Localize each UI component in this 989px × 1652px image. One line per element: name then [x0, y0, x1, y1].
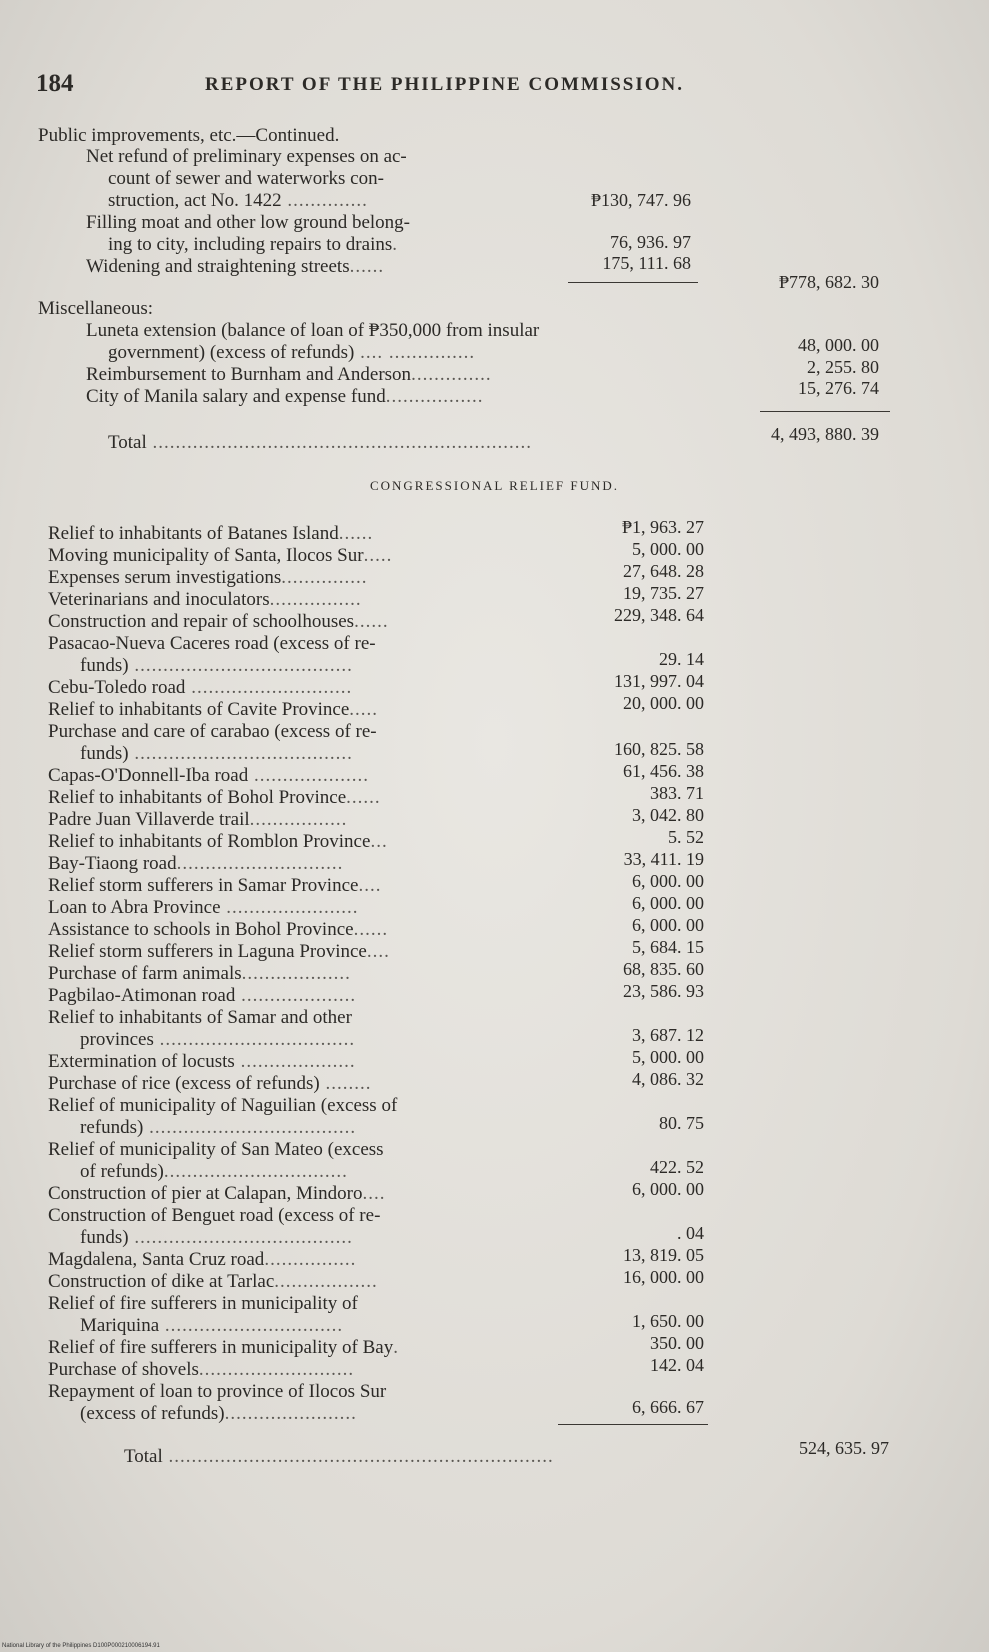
total1-rule [760, 411, 890, 412]
relief-line: Relief of municipality of San Mateo (excess [48, 1139, 384, 1160]
relief-line: Relief of municipality of Naguilian (excess of [48, 1095, 398, 1116]
relief-line: Mariquina ............................... [80, 1315, 344, 1336]
relief-line: funds) ...................................... [80, 1227, 353, 1248]
relief-line: Relief to inhabitants of Cavite Province..... [48, 699, 379, 720]
relief-line: Veterinarians and inoculators................ [48, 589, 362, 610]
relief-line: Assistance to schools in Bohol Province...... [48, 919, 389, 940]
relief-line: Relief of fire sufferers in municipality of Bay. [48, 1337, 399, 1358]
relief-amount: 16, 000. 00 [623, 1267, 704, 1287]
relief-line: Moving municipality of Santa, Ilocos Sur..... [48, 545, 393, 566]
relief-line: Purchase of shovels........................... [48, 1359, 355, 1380]
public-item1-line1: Net refund of preliminary expenses on ac- [86, 146, 407, 167]
relief-amount: . 04 [677, 1223, 704, 1243]
misc-item1-line2: government) (excess of refunds) .... ............... [108, 342, 476, 363]
misc-heading: Miscellaneous: [38, 298, 154, 319]
relief-line: Purchase of farm animals................... [48, 963, 351, 984]
scan-footer: National Library of the Philippines D100P000210006194.91 [2, 1643, 160, 1649]
public-item2-line2: ing to city, including repairs to drains. [108, 234, 398, 255]
public-item3-amount: 175, 111. 68 [602, 253, 691, 273]
relief-line: Construction of dike at Tarlac.................. [48, 1271, 378, 1292]
relief-line: Cebu-Toledo road ............................ [48, 677, 353, 698]
relief-line: Relief to inhabitants of Romblon Province... [48, 831, 388, 852]
total2-amount: 524, 635. 97 [799, 1438, 889, 1458]
relief-amount: 6, 000. 00 [632, 871, 704, 891]
relief-line: Capas-O'Donnell-Iba road .................... [48, 765, 369, 786]
relief-line: Purchase and care of carabao (excess of re- [48, 721, 377, 742]
relief-amount: 6, 000. 00 [632, 893, 704, 913]
relief-line: Purchase of rice (excess of refunds) ........ [48, 1073, 372, 1094]
relief-line: Construction and repair of schoolhouses...... [48, 611, 389, 632]
relief-line: Pagbilao-Atimonan road .................... [48, 985, 357, 1006]
relief-line: Construction of pier at Calapan, Mindoro.... [48, 1183, 386, 1204]
relief-amount: 33, 411. 19 [623, 849, 704, 869]
public-item3-line1: Widening and straightening streets...... [86, 256, 385, 277]
relief-line: Construction of Benguet road (excess of re- [48, 1205, 381, 1226]
relief-amount: 229, 348. 64 [614, 605, 704, 625]
relief-line: funds) ...................................... [80, 655, 353, 676]
relief-amount: 19, 735. 27 [623, 583, 704, 603]
relief-amount: 5. 52 [668, 827, 704, 847]
misc-item3-line1: City of Manila salary and expense fund................. [86, 386, 484, 407]
relief-line: Bay-Tiaong road............................. [48, 853, 344, 874]
relief-amount: 1, 650. 00 [632, 1311, 704, 1331]
page-number: 184 [36, 70, 74, 97]
relief-amount: 422. 52 [650, 1157, 704, 1177]
relief-amount: 20, 000. 00 [623, 693, 704, 713]
public-item1-line3: struction, act No. 1422 .............. [108, 190, 368, 211]
relief-amount: 5, 000. 00 [632, 1047, 704, 1067]
relief-amount: 4, 086. 32 [632, 1069, 704, 1089]
relief-line: Loan to Abra Province ....................... [48, 897, 359, 918]
relief-amount: 5, 684. 15 [632, 937, 704, 957]
relief-amount: ₱1, 963. 27 [621, 517, 704, 537]
total2-label: Total ................................................................... [124, 1446, 554, 1467]
relief-amount: 27, 648. 28 [623, 561, 704, 581]
relief-amount: 3, 042. 80 [632, 805, 704, 825]
relief-line: (excess of refunds)....................... [80, 1403, 357, 1424]
public-heading: Public improvements, etc.—Continued. [38, 125, 340, 146]
relief-line: Relief to inhabitants of Samar and other [48, 1007, 352, 1028]
relief-amount: 61, 456. 38 [623, 761, 704, 781]
public-item1-line2: count of sewer and waterworks con- [108, 168, 384, 189]
relief-line: Relief to inhabitants of Batanes Island...... [48, 523, 374, 544]
misc-item3-amount: 15, 276. 74 [798, 378, 879, 398]
relief-amount: 68, 835. 60 [623, 959, 704, 979]
relief-line: Repayment of loan to province of Ilocos Sur [48, 1381, 387, 1402]
relief-line: Extermination of locusts .................... [48, 1051, 356, 1072]
public-item1-amount: ₱130, 747. 96 [590, 190, 691, 210]
relief-amount: 6, 000. 00 [632, 915, 704, 935]
running-head: REPORT OF THE PHILIPPINE COMMISSION. [205, 74, 685, 95]
relief-amount: 29. 14 [659, 649, 704, 669]
relief-amount: 23, 586. 93 [623, 981, 704, 1001]
subtotal-rule [568, 282, 698, 283]
section-heading: CONGRESSIONAL RELIEF FUND. [369, 478, 620, 493]
relief-amount: 13, 819. 05 [623, 1245, 704, 1265]
relief-line: Pasacao-Nueva Caceres road (excess of re- [48, 633, 376, 654]
relief-line: funds) ...................................... [80, 743, 353, 764]
relief-amount: 5, 000. 00 [632, 539, 704, 559]
relief-line: refunds) .................................... [80, 1117, 357, 1138]
public-item2-line1: Filling moat and other low ground belong- [86, 212, 411, 233]
misc-item2-line1: Reimbursement to Burnham and Anderson.............. [86, 364, 492, 385]
relief-line: Relief storm sufferers in Samar Province.... [48, 875, 382, 896]
public-subtotal: ₱778, 682. 30 [778, 272, 879, 292]
relief-amount: 160, 825. 58 [614, 739, 704, 759]
total1-amount: 4, 493, 880. 39 [771, 424, 879, 444]
total2-rule [558, 1424, 708, 1425]
public-item2-amount: 76, 936. 97 [610, 232, 691, 252]
relief-amount: 80. 75 [659, 1113, 704, 1133]
relief-line: Relief storm sufferers in Laguna Province.... [48, 941, 390, 962]
relief-amount: 350. 00 [650, 1333, 704, 1353]
relief-line: Relief to inhabitants of Bohol Province...... [48, 787, 381, 808]
relief-amount: 142. 04 [650, 1355, 704, 1375]
total1-label: Total .................................................................. [108, 432, 533, 453]
misc-item1-amount: 48, 000. 00 [798, 335, 879, 355]
relief-amount: 6, 000. 00 [632, 1179, 704, 1199]
relief-line: provinces .................................. [80, 1029, 356, 1050]
relief-line: Expenses serum investigations............... [48, 567, 368, 588]
relief-line: Relief of fire sufferers in municipality of [48, 1293, 358, 1314]
relief-amount: 3, 687. 12 [632, 1025, 704, 1045]
relief-amount: 6, 666. 67 [632, 1397, 704, 1417]
misc-item2-amount: 2, 255. 80 [807, 357, 879, 377]
relief-line: Padre Juan Villaverde trail................. [48, 809, 348, 830]
relief-line: Magdalena, Santa Cruz road................ [48, 1249, 357, 1270]
relief-amount: 131, 997. 04 [614, 671, 704, 691]
relief-line: of refunds)................................ [80, 1161, 348, 1182]
relief-amount: 383. 71 [650, 783, 704, 803]
misc-item1-line1: Luneta extension (balance of loan of ₱350,000 from insular [86, 320, 540, 341]
